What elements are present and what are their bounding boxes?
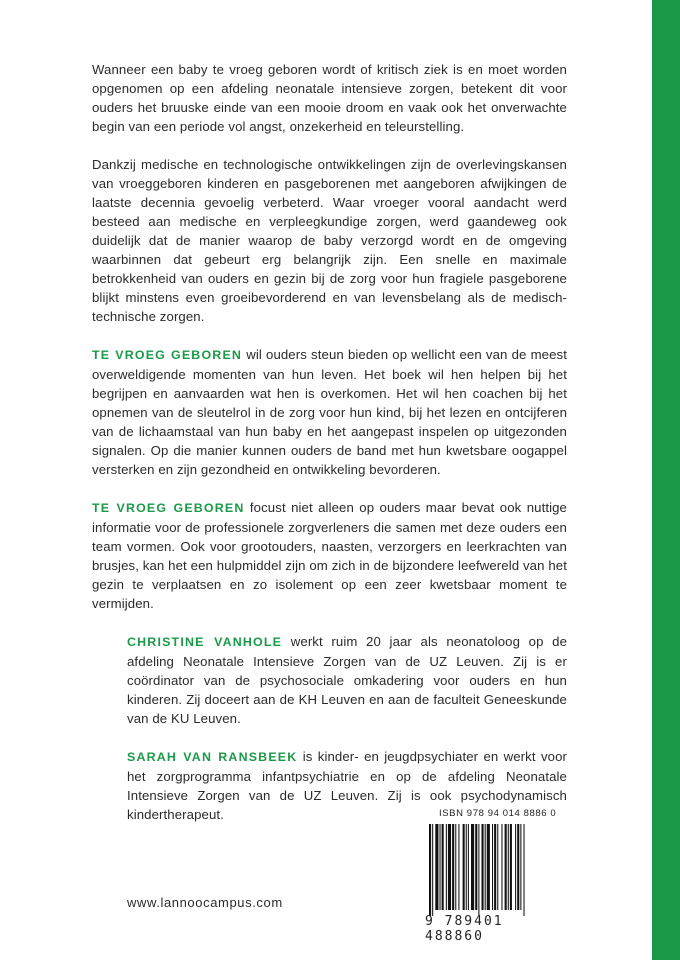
barcode-bar [478,824,479,916]
audience-text: focust niet alleen op ouders maar bevat ook nuttige informatie voor de professionele zorgverleners die samen met deze ouders een team vormen. Ook voor grootouders, naasten, verzorgers en leerkrachten van brusjes, kan het een hulpmiddel zijn om zich in de bijzondere leefwereld van het gezin te verplaatsen en zo isolement op een zeer kwetsbaar moment te vermijden. [92,500,567,611]
book-title-highlight: TE VROEG GEBOREN [92,501,245,515]
barcode-bar [463,824,465,910]
green-side-bar [652,0,680,960]
barcode-bar [448,824,451,910]
author-name: SARAH VAN RANSBEEK [127,750,298,764]
audience-paragraph [92,498,567,613]
isbn-barcode-block [425,808,565,944]
barcode-bar [455,824,456,910]
author-bio-text: is kinder- en jeugdpsychiater en werkt voor het zorgprogramma infantpsychiatrie en op de afdeling Neonatale Intensieve Zorgen van de UZ Leuven. Zij is ook psychodynamisch kindertherapeut. [127,749,567,822]
barcode-bar [468,824,469,910]
barcode-bar [508,824,509,910]
barcode-bar [435,824,438,910]
barcode-bar [446,824,447,910]
barcode-bar [452,824,454,910]
context-paragraph: Dankzij medische en technologische ontwikkelingen zijn de overlevingskansen van vroeggeboren kinderen en pasgeborenen met aangeboren afwijkingen de laatste decennia gevoelig verbeterd. Waar vroeger vooral aandacht werd besteed aan medische en verpleegkundige zorgen, werd gaandeweg ook duidelijk dat de manier waarop de baby verzorgd wordt en de omgeving waarbinnen dat gebeurt erg belangrijk zijn. Een snelle en maximale betrokkenheid van ouders en gezin bij de zorg voor hun fragiele pasgeborene blijkt minstens even groeibevorderend en van levensbelang als de medisch-technische zorgen. [92,157,567,324]
barcode-bar [485,824,486,910]
book-purpose-text: wil ouders steun bieden op wellicht een van de meest overweldigende momenten van hun leven. Het boek wil hen helpen bij het begrijpen en aanvaarden wat hen is overkomen. Het wil hen coachen bij het opnemen van de sleutelrol in de zorg voor hun kind, bij het lezen en ontcijferen van de lichaamstaal van hun baby en het aangepast inspelen op uitgezonden signalen. Op die manier kunnen ouders de band met hun kwetsbare oogappel versterken en zijn gezondheid en ontwikkeling bevorderen. [92,347,567,477]
barcode-bar [458,824,459,910]
barcode-bar [487,824,490,910]
barcode-bar [501,824,502,910]
barcode-bar [520,824,521,910]
barcode-number: 9 789401 488860 [425,914,504,944]
barcode-bar [524,824,525,916]
barcode-icon [425,824,557,916]
barcode-bar [497,824,498,910]
book-purpose-paragraph [92,345,567,479]
barcode-bar [515,824,516,910]
author-bio-vanhole [127,632,567,728]
barcode-bar [517,824,519,910]
barcode-bar [471,824,474,910]
barcode-bar [440,824,441,910]
barcode-bar [482,824,484,910]
barcode-bar [494,824,496,910]
publisher-website: www.lannoocampus.com [127,895,283,910]
book-title-highlight: TE VROEG GEBOREN [92,348,243,362]
barcode-bar [492,824,493,910]
author-name: CHRISTINE VANHOLE [127,635,283,649]
barcode-bar [510,824,512,910]
back-cover-text [92,60,567,843]
barcode-bar [442,824,444,910]
isbn-label: ISBN 978 94 014 8886 0 [439,808,557,819]
barcode-bar [429,824,431,916]
barcode-bar [466,824,467,910]
intro-paragraph: Wanneer een baby te vroeg geboren wordt of kritisch ziek is en moet worden opgenomen op een afdeling neonatale intensieve zorgen, betekent dit voor ouders het bruuske einde van een mooie droom en vaak ook het onverwachte begin van een periode vol angst, onzekerheid en teleurstelling. [92,62,567,134]
barcode-bar [475,824,477,910]
barcode-bar [432,824,433,916]
author-bio-text: werkt ruim 20 jaar als neonatoloog op de afdeling Neonatale Intensieve Zorgen van de UZ Leuven. Zij is er coördinator van de psychosociale omkadering voor ouders en hun kinderen. Zij doceert aan de KH Leuven en aan de faculteit Geneeskunde van de KU Leuven. [127,634,568,726]
barcode-bar [505,824,507,910]
